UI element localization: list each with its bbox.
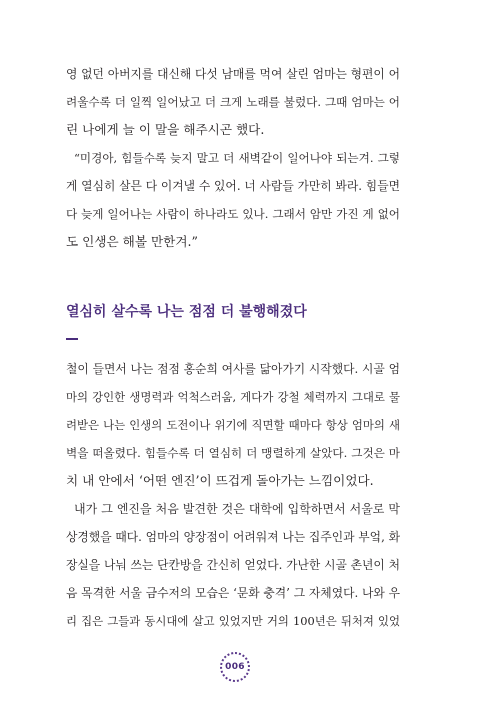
text-line: 영 없던 아버지를 대신해 다섯 남매를 먹여 살린 엄마는 형편이 어 [66,67,400,81]
text-line: 려울수록 더 일찍 일어났고 더 크게 노래를 불렀다. 그때 엄마는 어 [66,95,400,109]
text-line: 음 목격한 서울 금수저의 모습은 ‘문화 충격’ 그 자체였다. 나와 우 [66,586,400,600]
text-line: 상경했을 때다. 엄마의 양장점이 어려워져 나는 집주인과 부엌, 화 [66,530,400,544]
section-heading: 열심히 살수록 나는 점점 더 불행해졌다 [66,304,307,320]
text-line: 리 집은 그들과 동시대에 살고 있었지만 거의 100년은 뒤처져 있었 [66,614,400,628]
text-line: 벽을 떠올렸다. 힘들수록 더 열심히 더 맹렬하게 살았다. 그것은 마 [66,446,400,460]
text-line: 린 나에게 늘 이 말을 해주시곤 했다. [66,122,265,137]
heading-underline [66,338,78,340]
text-line: 려받은 나는 인생의 도전이나 위기에 직면할 때마다 항상 엄마의 새 [66,418,400,432]
text-line: 도 인생은 해볼 만한겨.” [66,234,198,249]
text-line: 마의 강인한 생명력과 억척스러움, 게다가 강철 체력까지 그대로 물 [66,390,400,404]
page-number-badge [220,652,250,682]
text-line: “미경아, 힘들수록 늦지 말고 더 새벽같이 일어나야 되는겨. 그렇 [74,151,400,165]
text-line: 게 열심히 살믄 다 이겨낼 수 있어. 너 사람들 가만히 봐라. 힘들면 [66,179,400,193]
text-line: 다 늦게 일어나는 사람이 하나라도 있나. 그래서 암만 가진 게 없어 [66,207,400,221]
text-line: 내가 그 엔진을 처음 발견한 것은 대학에 입학하면서 서울로 막 [74,502,400,516]
text-line: 철이 들면서 나는 점점 홍순희 여사를 닮아가기 시작했다. 시골 엄 [66,362,400,376]
text-line: 치 내 안에서 ‘어떤 엔진’이 뜨겁게 돌아가는 느낌이었다. [66,473,374,488]
page-number: 006 [225,662,245,672]
text-line: 장실을 나눠 쓰는 단칸방을 간신히 얻었다. 가난한 시골 촌년이 처 [66,558,400,572]
